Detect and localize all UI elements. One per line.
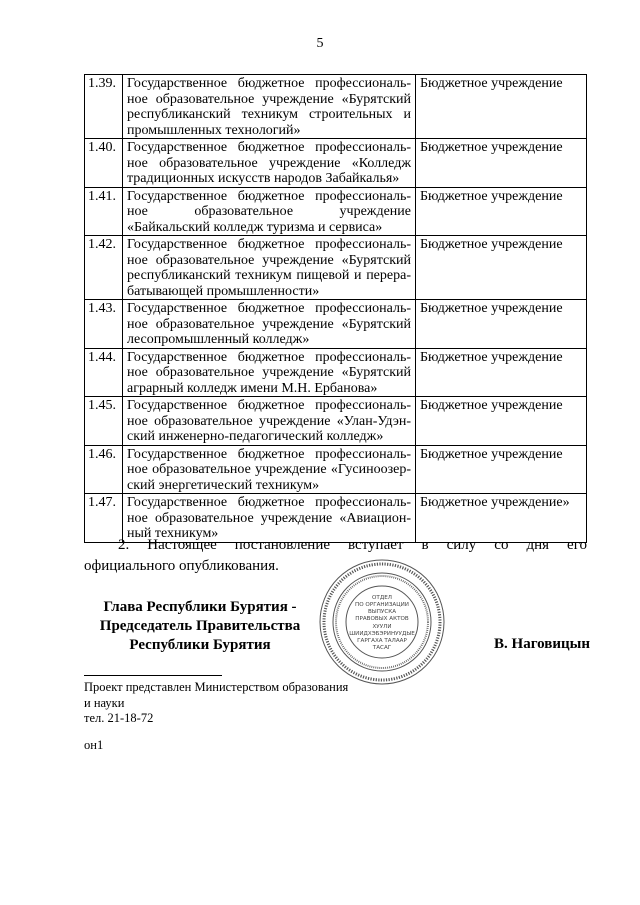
- table-row: [85, 187, 587, 236]
- signatory-title-line: Председатель Правительства: [99, 618, 301, 634]
- institution-name: Государственное бюджетное профессиональ-ное образовательное учреждение «Бурятский республиканский техникум пищевой и перера-батывающей промышленности»: [123, 236, 416, 300]
- table-row: [85, 397, 587, 446]
- institution-type: Бюджетное учреждение: [416, 187, 587, 236]
- footnote-divider: [84, 675, 222, 676]
- institution-type: Бюджетное учреждение: [416, 397, 587, 446]
- institution-type: Бюджетное учреждение: [416, 348, 587, 397]
- table-row: [85, 139, 587, 188]
- institution-name: Государственное бюджетное профессиональ-ное образовательное учреждение «Байкальский колледж туризма и сервиса»: [123, 187, 416, 236]
- footnote-line: тел. 21-18-72: [84, 711, 154, 725]
- footnote-line: и науки: [84, 695, 125, 710]
- seal-text: ШИИДХЭБЭРИНУУДЫЕ: [349, 631, 415, 637]
- institution-name: Государственное бюджетное профессиональ-ное образовательное учреждение «Гусиноозер-ский энергетический техникум»: [123, 445, 416, 494]
- row-number: 1.44.: [85, 348, 123, 397]
- institution-name: Государственное бюджетное профессиональ-ное образовательное учреждение «Улан-Удэн-ский инженерно-педагогический колледж»: [123, 397, 416, 446]
- row-number: 1.45.: [85, 397, 123, 446]
- footnote-line: Проект представлен Министерством образования: [84, 680, 349, 694]
- row-number: 1.39.: [85, 75, 123, 139]
- signatory-title-line: Республики Бурятия: [129, 637, 271, 653]
- table-row: [85, 445, 587, 494]
- table-row: [85, 75, 587, 139]
- footnote: [84, 680, 348, 727]
- document-code: он1: [84, 738, 104, 752]
- seal-text: ТАСАГ: [372, 645, 392, 651]
- seal-text: ПО ОРГАНИЗАЦИИ: [355, 602, 409, 608]
- institution-name: Государственное бюджетное профессиональ-ное образовательное учреждение «Бурятский республиканский техникум строительных и промышленных технологий»: [123, 75, 416, 139]
- row-number: 1.41.: [85, 187, 123, 236]
- institution-type: Бюджетное учреждение: [416, 236, 587, 300]
- institutions-table: [84, 74, 587, 543]
- row-number: 1.47.: [85, 494, 123, 543]
- table-row: [85, 236, 587, 300]
- institution-name: Государственное бюджетное профессиональ-ное образовательное учреждение «Бурятский аграрный колледж имени М.Н. Ербанова»: [123, 348, 416, 397]
- seal-text: ОТДЕЛ: [372, 595, 392, 601]
- seal-text: ПРАВОВЫХ АКТОВ: [355, 616, 409, 622]
- seal-text: ВЫПУСКА: [367, 609, 397, 615]
- official-seal-stamp: [318, 558, 446, 686]
- table-row: [85, 348, 587, 397]
- seal-text: ГАРГАХА ТАЛААР: [357, 638, 407, 644]
- signatory-title-line: Глава Республики Бурятия -: [103, 599, 297, 615]
- decree-text-line-2: официального опубликования.: [84, 558, 279, 574]
- institution-name: Государственное бюджетное профессиональ-ное образовательное учреждение «Колледж традиционных искусств народов Забайкалья»: [123, 139, 416, 188]
- row-number: 1.42.: [85, 236, 123, 300]
- page-number: 5: [316, 36, 324, 51]
- row-number: 1.40.: [85, 139, 123, 188]
- institution-type: Бюджетное учреждение: [416, 300, 587, 349]
- institution-type: Бюджетное учреждение»: [416, 494, 587, 543]
- seal-text: ХУУЛИ: [372, 624, 392, 630]
- institution-type: Бюджетное учреждение: [416, 445, 587, 494]
- table-row: [85, 300, 587, 349]
- signatory-title: [84, 598, 316, 655]
- row-number: 1.43.: [85, 300, 123, 349]
- institution-type: Бюджетное учреждение: [416, 139, 587, 188]
- signatory-name: В. Наговицын: [494, 636, 590, 652]
- institution-name: Государственное бюджетное профессиональ-ное образовательное учреждение «Бурятский лесопромышленный колледж»: [123, 300, 416, 349]
- institution-type: Бюджетное учреждение: [416, 75, 587, 139]
- institution-name: Государственное бюджетное профессиональ-ное образовательное учреждение «Авиацион-ный техникум»: [123, 494, 416, 543]
- row-number: 1.46.: [85, 445, 123, 494]
- decree-text-line-1: 2. Настоящее постановление вступает в силу со дня его: [118, 537, 587, 553]
